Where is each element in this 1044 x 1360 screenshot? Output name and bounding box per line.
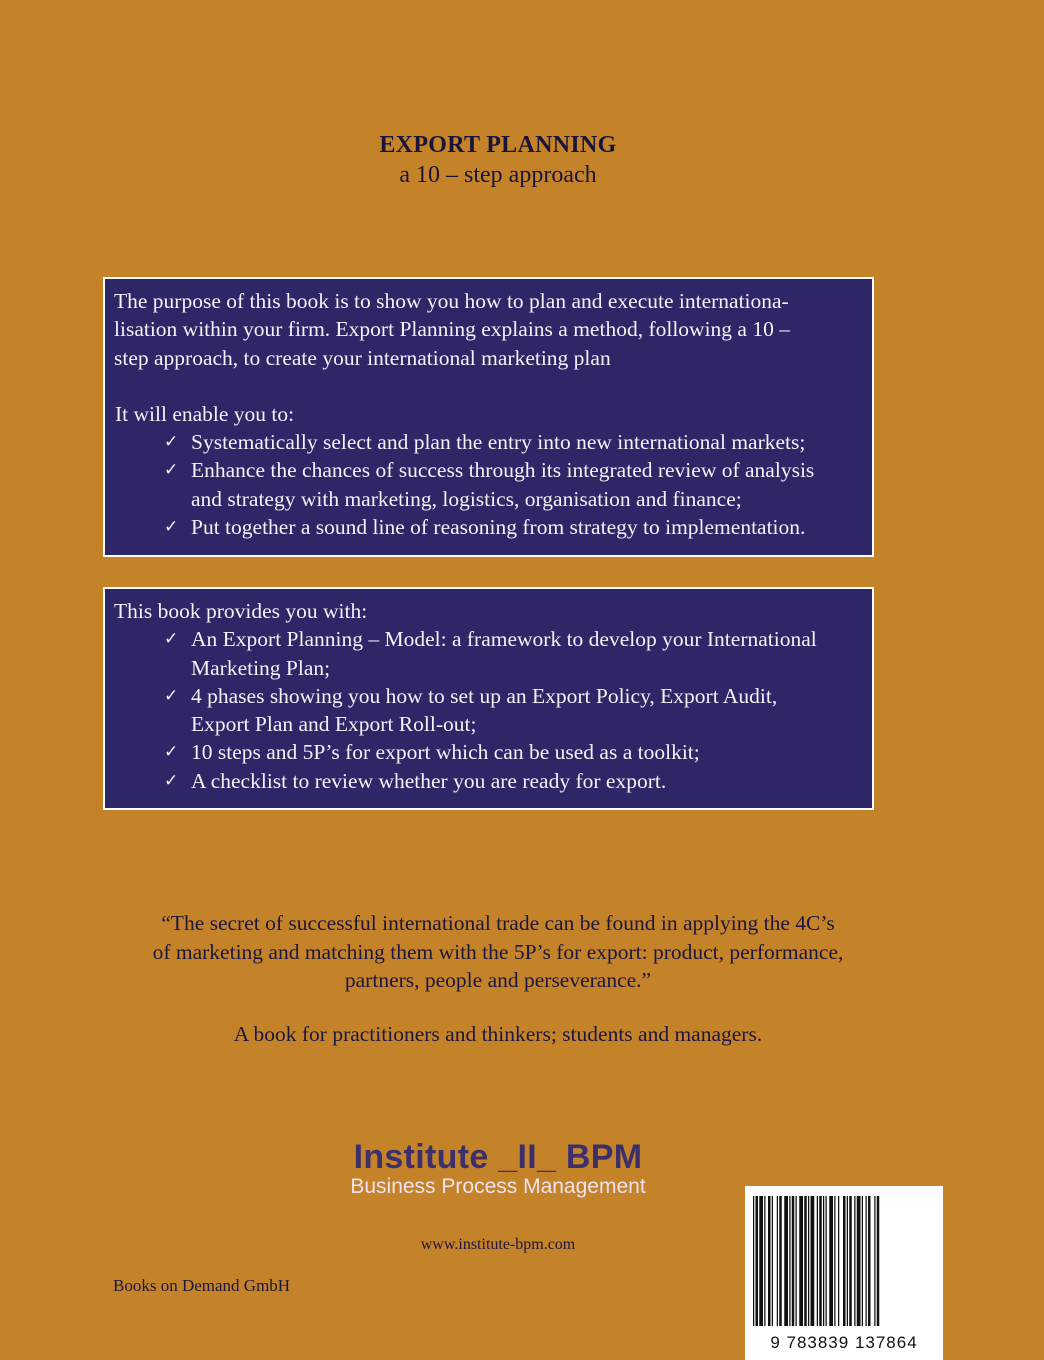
item-line: 4 phases showing you how to set up an Export Policy, Export Audit,	[191, 683, 778, 708]
provides-box	[103, 587, 874, 810]
benefits-list	[114, 428, 863, 541]
list-item	[164, 738, 863, 766]
book-title: EXPORT PLANNING	[379, 132, 617, 158]
check-icon: ✓	[164, 685, 179, 706]
website-url: www.institute-bpm.com	[420, 1236, 576, 1253]
logo-sub-text: Business Process Management	[350, 1175, 646, 1198]
purpose-box	[103, 277, 874, 557]
barcode-box	[745, 1186, 943, 1360]
check-icon: ✓	[164, 629, 179, 650]
item-line: Marketing Plan;	[191, 655, 331, 680]
quote-line: partners, people and perseverance.”	[344, 968, 652, 992]
check-icon: ✓	[164, 517, 179, 538]
item-line: A checklist to review whether you are ready for export.	[191, 768, 667, 793]
list-item	[164, 513, 863, 541]
item-line: An Export Planning – Model: a framework to develop your International	[191, 627, 817, 652]
list-item	[164, 428, 863, 456]
check-icon: ✓	[164, 432, 179, 453]
tagline: A book for practitioners and thinkers; students and managers.	[233, 1022, 763, 1046]
isbn-number: 9 783839 137864	[770, 1333, 918, 1352]
list-item	[164, 625, 863, 682]
provides-lead: This book provides you with:	[114, 599, 368, 623]
quote	[90, 909, 906, 995]
check-icon: ✓	[164, 770, 179, 791]
quote-line: of marketing and matching them with the 5P’s for export: product, performance,	[152, 939, 844, 964]
check-icon: ✓	[164, 742, 179, 763]
quote-line: “The secret of successful international trade can be found in applying the 4C’s	[161, 911, 835, 935]
item-line: Put together a sound line of reasoning from strategy to implementation.	[191, 515, 806, 540]
list-item	[164, 456, 863, 513]
item-line: Export Plan and Export Roll-out;	[191, 712, 477, 737]
publisher-name: Books on Demand GmbH	[113, 1276, 291, 1295]
check-icon: ✓	[164, 460, 179, 481]
list-item	[164, 767, 863, 795]
logo-main-text: Institute _II_ BPM	[353, 1138, 643, 1176]
cover-header	[0, 132, 996, 189]
purpose-line: The purpose of this book is to show you how to plan and execute internationa-	[114, 289, 789, 313]
purpose-line: lisation within your firm. Export Planning explains a method, following a 10 –	[114, 317, 790, 342]
item-line: and strategy with marketing, logistics, organisation and finance;	[191, 486, 742, 511]
item-line: Enhance the chances of success through its integrated review of analysis	[191, 458, 815, 483]
provides-list	[114, 625, 863, 795]
item-line: 10 steps and 5P’s for export which can be used as a toolkit;	[191, 740, 700, 765]
purpose-line: step approach, to create your international marketing plan	[114, 345, 611, 370]
institute-logo	[300, 1138, 696, 1199]
item-line: Systematically select and plan the entry into new international markets;	[191, 430, 806, 455]
book-subtitle: a 10 – step approach	[399, 162, 597, 188]
enable-lead: It will enable you to:	[115, 401, 295, 426]
list-item	[164, 682, 863, 739]
barcode-icon	[751, 1196, 937, 1326]
